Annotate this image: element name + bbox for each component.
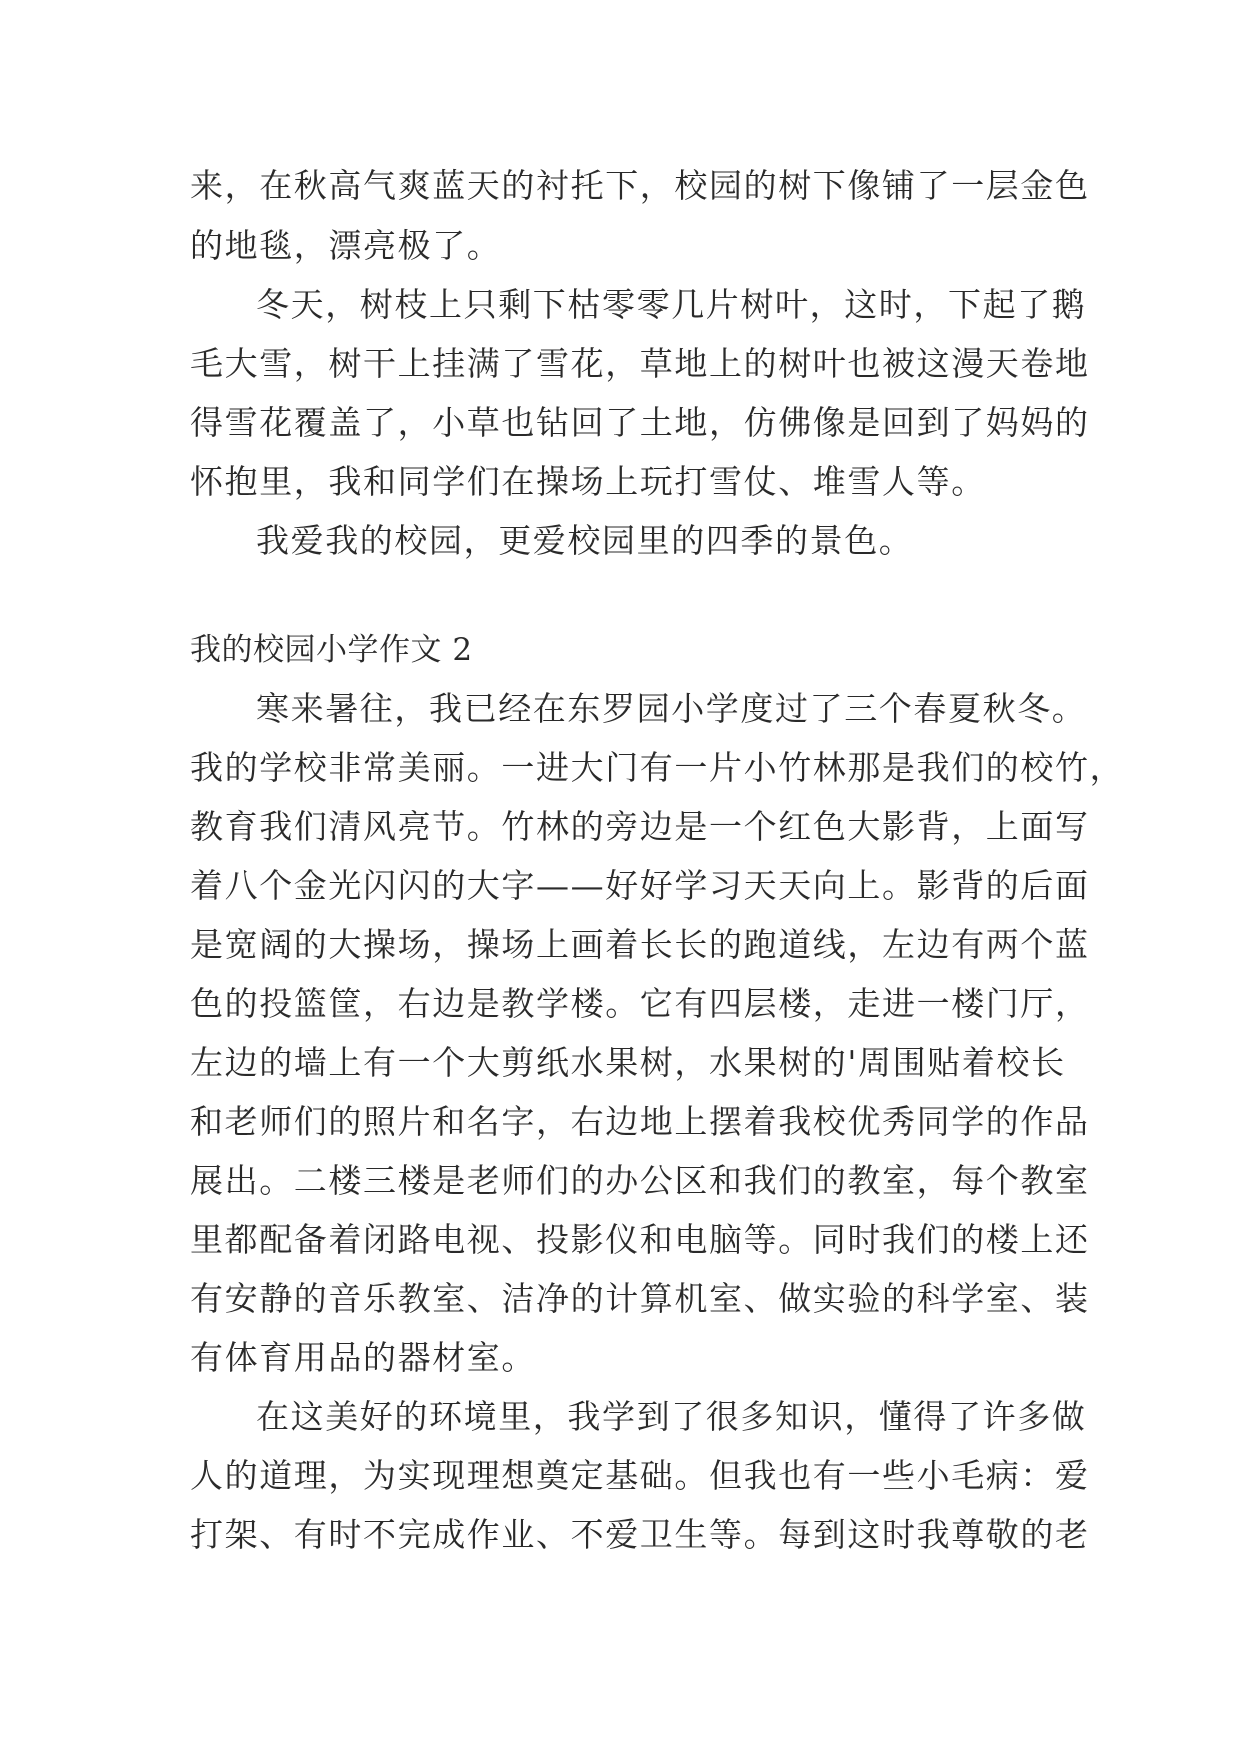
paragraph-line: 是宽阔的大操场，操场上画着长长的跑道线，左边有两个蓝 <box>190 925 1090 964</box>
paragraph-line: 寒来暑往，我已经在东罗园小学度过了三个春夏秋冬。 <box>256 689 1087 728</box>
paragraph-line: 我爱我的校园，更爱校园里的四季的景色。 <box>256 521 914 560</box>
paragraph-line: 左边的墙上有一个大剪纸水果树，水果树的'周围贴着校长 <box>190 1043 1066 1082</box>
paragraph-line: 和老师们的照片和名字，右边地上摆着我校优秀同学的作品 <box>190 1102 1090 1141</box>
paragraph-line: 展出。二楼三楼是老师们的办公区和我们的教室，每个教室 <box>190 1161 1090 1200</box>
paragraph-line: 得雪花覆盖了，小草也钻回了土地，仿佛像是回到了妈妈的 <box>190 403 1090 442</box>
paragraph-line: 来，在秋高气爽蓝天的衬托下，校园的树下像铺了一层金色 <box>190 166 1090 205</box>
paragraph-line: 在这美好的环境里，我学到了很多知识，懂得了许多做 <box>256 1397 1087 1436</box>
paragraph-line: 的地毯，漂亮极了。 <box>190 226 502 265</box>
paragraph-line: 我的学校非常美丽。一进大门有一片小竹林那是我们的校竹， <box>190 748 1125 787</box>
paragraph-line: 有安静的音乐教室、洁净的计算机室、做实验的科学室、装 <box>190 1279 1090 1318</box>
paragraph-line: 冬天，树枝上只剩下枯零零几片树叶，这时，下起了鹅 <box>256 285 1087 324</box>
paragraph-line: 怀抱里，我和同学们在操场上玩打雪仗、堆雪人等。 <box>190 462 986 501</box>
section-title: 我的校园小学作文 2 <box>190 632 473 668</box>
paragraph-line: 里都配备着闭路电视、投影仪和电脑等。同时我们的楼上还 <box>190 1220 1090 1259</box>
paragraph-line: 有体育用品的器材室。 <box>190 1338 536 1377</box>
paragraph-line: 教育我们清风亮节。竹林的旁边是一个红色大影背，上面写 <box>190 807 1090 846</box>
paragraph-line: 着八个金光闪闪的大字——好好学习天天向上。影背的后面 <box>190 866 1090 905</box>
paragraph-line: 色的投篮筐，右边是教学楼。它有四层楼，走进一楼门厅， <box>190 984 1090 1023</box>
paragraph-line: 人的道理，为实现理想奠定基础。但我也有一些小毛病：爱 <box>190 1456 1090 1495</box>
paragraph-line: 打架、有时不完成作业、不爱卫生等。每到这时我尊敬的老 <box>190 1515 1090 1554</box>
paragraph-line: 毛大雪，树干上挂满了雪花，草地上的树叶也被这漫天卷地 <box>190 344 1090 383</box>
